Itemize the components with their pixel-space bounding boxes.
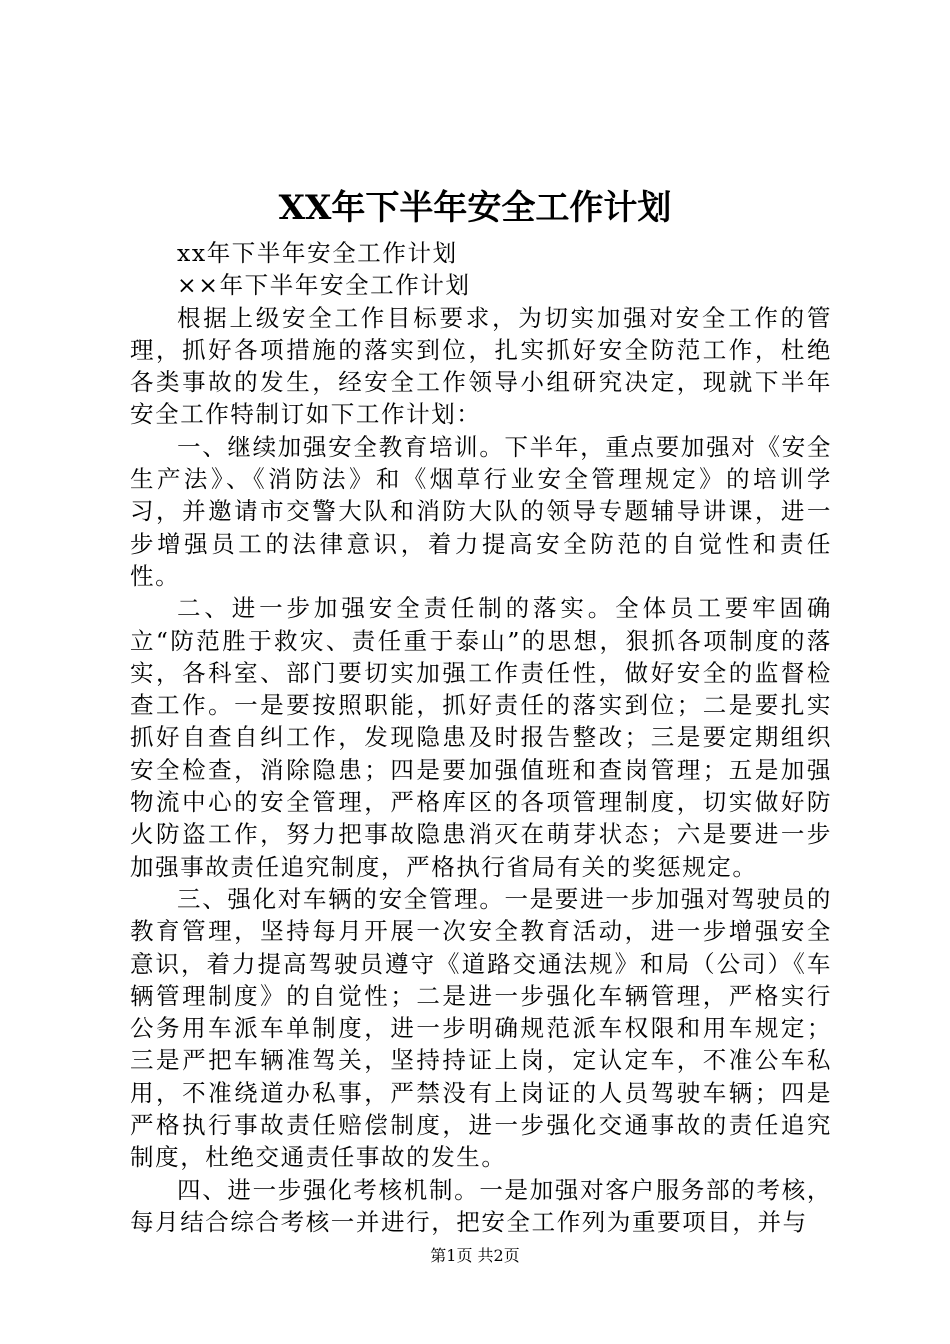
paragraph-subtitle-2: ××年下半年安全工作计划 (177, 271, 471, 300)
paragraph-section-4: 四、进一步强化考核机制。一是加强对客户服务部的考核，每月结合综合考核一并进行，把安全工作列为重要项目，并与 (130, 1175, 832, 1236)
paragraph-subtitle-1: xx年下半年安全工作计划 (177, 239, 458, 267)
document-title: XX年下半年安全工作计划 (278, 188, 672, 228)
paragraph-intro: 根据上级安全工作目标要求，为切实加强对安全工作的管理，抓好各项措施的落实到位，扎实抓好安全防范工作，杜绝各类事故的发生，经安全工作领导小组研究决定，现就下半年安全工作特制订如下工作计划： (130, 303, 832, 429)
paragraph-section-2: 二、进一步加强安全责任制的落实。全体员工要牢固确立“防范胜于救灾、责任重于泰山”的思想，狠抓各项制度的落实，各科室、部门要切实加强工作责任性，做好安全的监督检查工作。一是要按照职能，抓好责任的落实到位；二是要扎实抓好自查自纠工作，发现隐患及时报告整改；三是要定期组织安全检查，消除隐患；四是要加强值班和查岗管理；五是加强物流中心的安全管理，严格库区的各项管理制度，切实做好防火防盗工作，努力把事故隐患消灭在萌芽状态；六是要进一步加强事故责任追究制度，严格执行省局有关的奖惩规定。 (130, 594, 832, 881)
page-number-footer: 第1页 共2页 (430, 1246, 520, 1265)
paragraph-section-1: 一、继续加强安全教育培训。下半年，重点要加强对《安全生产法》、《消防法》和《烟草行业安全管理规定》的培训学习，并邀请市交警大队和消防大队的领导专题辅导讲课，进一步增强员工的法律意识，着力提高安全防范的自觉性和责任性。 (130, 432, 832, 590)
paragraph-section-3: 三、强化对车辆的安全管理。一是要进一步加强对驾驶员的教育管理，坚持每月开展一次安全教育活动，进一步增强安全意识，着力提高驾驶员遵守《道路交通法规》和局（公司）《车辆管理制度》的自觉性；二是进一步强化车辆管理，严格实行公务用车派车单制度，进一步明确规范派车权限和用车规定；三是严把车辆准驾关，坚持持证上岗，定认定车，不准公车私用，不准绕道办私事，严禁没有上岗证的人员驾驶车辆；四是严格执行事故责任赔偿制度，进一步强化交通事故的责任追究制度，杜绝交通责任事故的发生。 (130, 884, 832, 1172)
document-body (130, 237, 832, 1238)
